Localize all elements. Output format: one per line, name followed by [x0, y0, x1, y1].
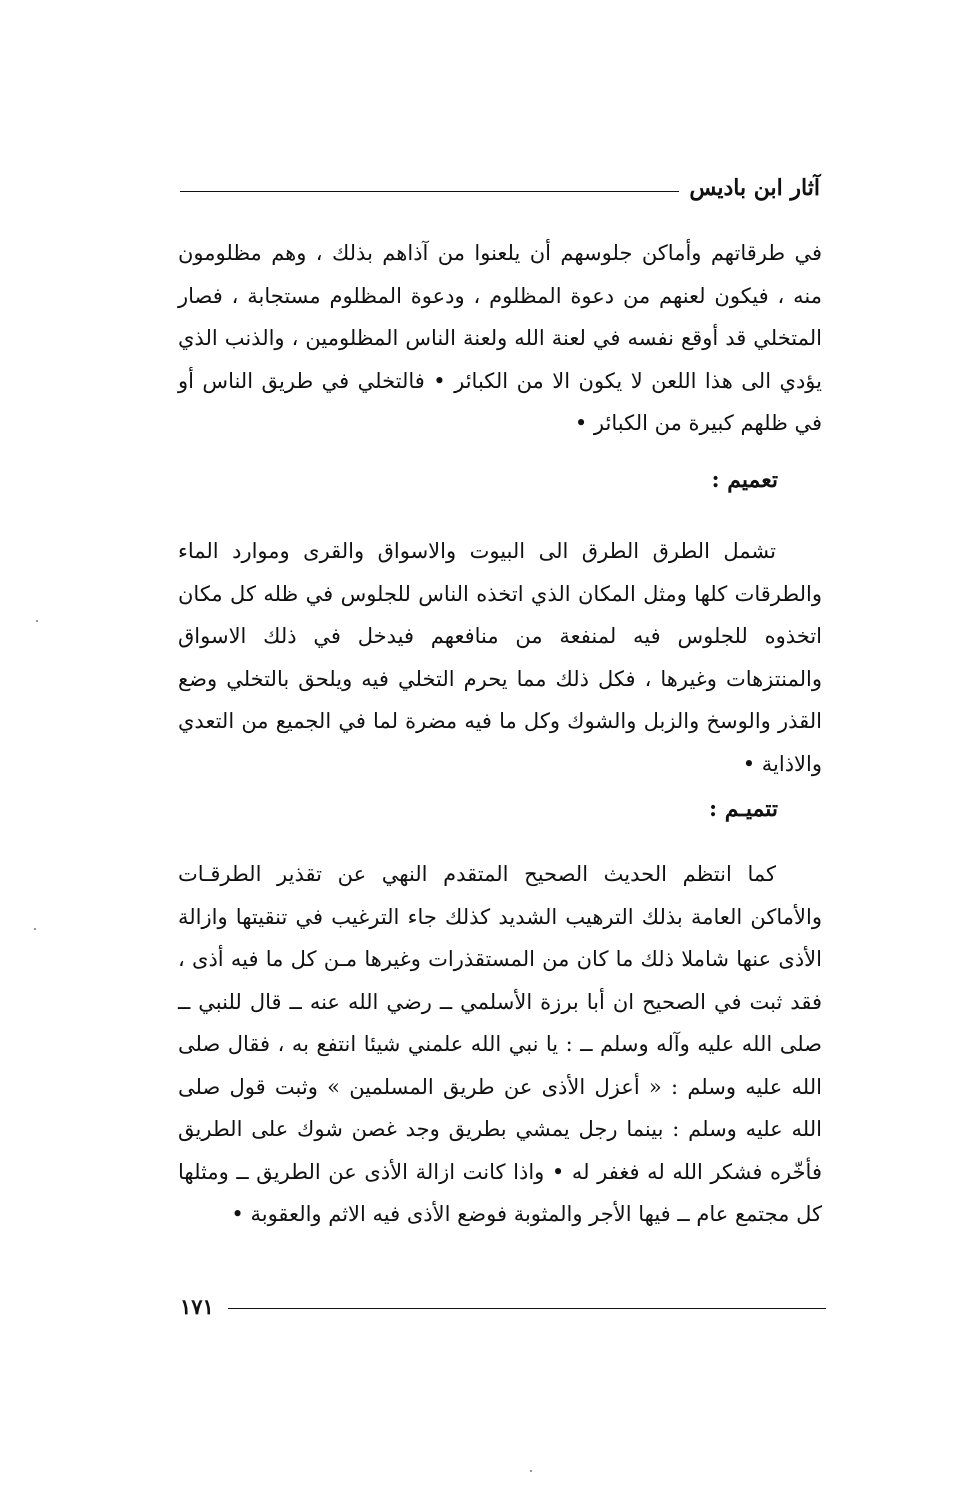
header-rule — [180, 191, 679, 192]
section-heading-completion: تتميـم : — [709, 796, 778, 822]
paragraph-3 — [178, 853, 822, 1236]
scan-speck — [34, 928, 36, 930]
paragraph-1-text: في طرقاتهم وأماكن جلوسهم أن يلعنوا من آذاهم بذلك ، وهم مظلومون منه ، فيكون لعنهم من دعوة المظلوم ، ودعوة المظلوم مستجابة ، فصار المتخلي قد أوقع نفسه في لعنة الله ولعنة الناس المظلومين ، والذنب الذي يؤدي الى هذا اللعن لا يكون الا من الكبائر • فالتخلي في طريق الناس أو في ظلهم كبيرة من الكبائر • — [178, 241, 822, 435]
scan-speck — [530, 1470, 532, 1472]
book-title: آثار ابن باديس — [689, 175, 820, 201]
page-footer — [180, 1288, 826, 1324]
page-number: ١٧١ — [180, 1293, 214, 1319]
section-heading-generalization: تعميم : — [711, 467, 778, 493]
paragraph-3-text: كما انتظم الحديث الصحيح المتقدم النهي عن تقذير الطرقـات والأماكن العامة بذلك الترهيب الشديد كذلك جاء الترغيب في تنقيتها وازالة الأذى عنها شاملا ذلك ما كان من المستقذرات وغيرها مـن كل ما فيه أذى ، فقد ثبت في الصحيح ان أبا برزة الأسلمي ــ رضي الله عنه ــ قال للنبي ــ صلى الله عليه وآله وسلم ــ : يا نبي الله علمني شيئا انتفع به ، فقال صلى الله عليه وسلم : « أعزل الأذى عن طريق المسلمين » وثبت قول صلى الله عليه وسلم : بينما رجل يمشي بطريق وجد غصن شوك على الطريق فأخّره فشكر الله له فغفر له • واذا كانت ازالة الأذى عن الطريق ــ ومثلها كل مجتمع عام ــ فيها الأجر والمثوبة فوضع الأذى فيه الاثم والعقوبة • — [178, 862, 822, 1226]
running-header — [180, 168, 820, 208]
scan-speck — [36, 620, 38, 622]
footer-rule — [228, 1308, 826, 1309]
paragraph-2 — [178, 530, 822, 785]
paragraph-2-text: تشمل الطرق الطرق الى البيوت والاسواق والقرى وموارد الماء والطرقات كلها ومثل المكان الذي اتخذه الناس للجلوس في ظله كل مكان اتخذوه للجلوس فيه لمنفعة من منافعهم فيدخل في ذلك الاسواق والمنتزهات وغيرها ، فكل ذلك مما يحرم التخلي فيه ويلحق بالتخلي وضع القذر والوسخ والزبل والشوك وكل ما فيه مضرة لما في الجميع من التعدي والاذاية • — [178, 539, 822, 776]
paragraph-1 — [178, 232, 822, 445]
